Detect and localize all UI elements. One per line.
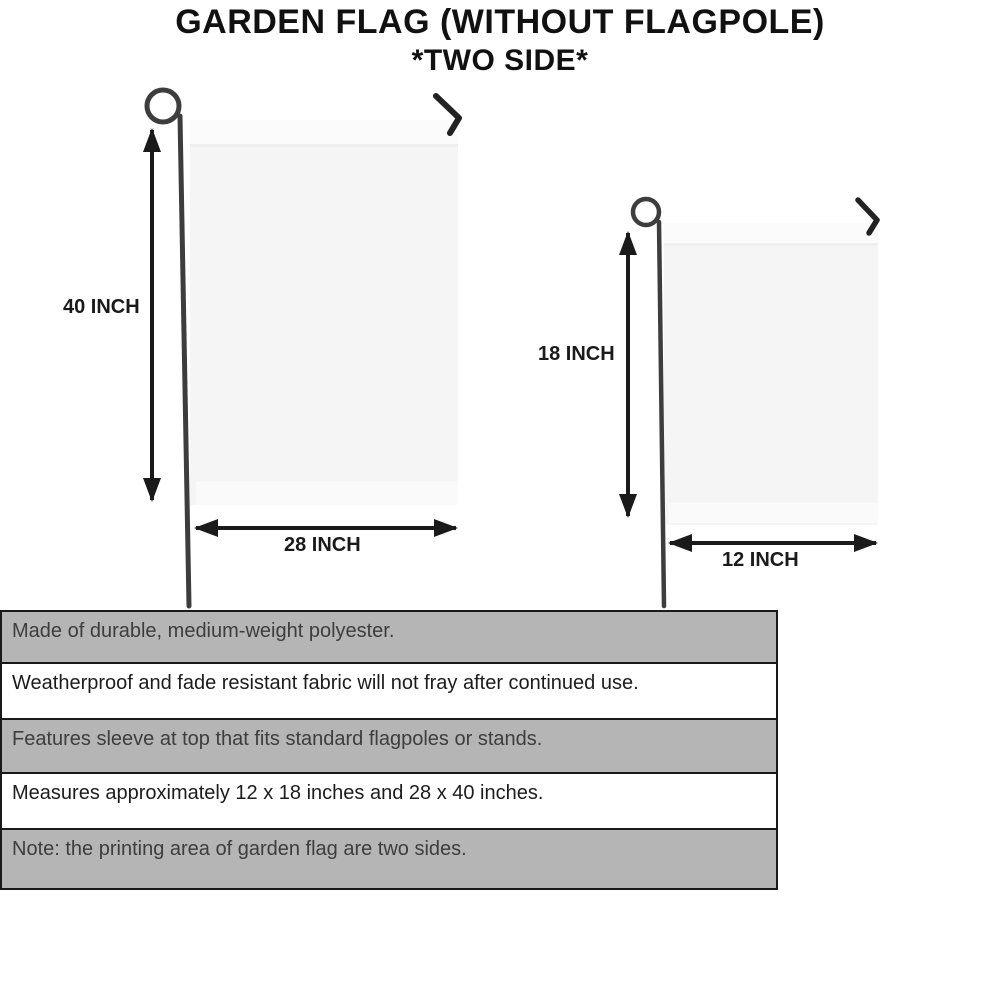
small-flag-height-label: 18 INCH bbox=[538, 343, 615, 365]
small-flag-width-label: 12 INCH bbox=[722, 549, 799, 571]
feature-row-note: Note: the printing area of garden flag are two sides. bbox=[2, 830, 776, 888]
page-subtitle: *TWO SIDE* bbox=[411, 44, 589, 78]
large-flag-sleeve-seam bbox=[190, 144, 458, 147]
feature-table bbox=[0, 610, 778, 890]
large-flag-panel bbox=[190, 120, 458, 505]
small-flagpole-loop bbox=[633, 199, 659, 225]
large-flag-group bbox=[147, 90, 459, 606]
small-flag-bottom-hem bbox=[669, 503, 878, 523]
large-flag-sleeve bbox=[190, 120, 458, 144]
small-flagpole bbox=[659, 222, 664, 606]
feature-row-sleeve: Features sleeve at top that fits standard flagpoles or stands. bbox=[2, 720, 776, 774]
feature-row-measures: Measures approximately 12 x 18 inches and 28 x 40 inches. bbox=[2, 774, 776, 830]
small-flag-panel bbox=[664, 223, 878, 525]
small-flag-sleeve bbox=[664, 223, 878, 243]
page-title: GARDEN FLAG (WITHOUT FLAGPOLE) bbox=[175, 3, 825, 41]
large-flag-width-label: 28 INCH bbox=[284, 534, 361, 556]
large-flagpole bbox=[180, 116, 189, 606]
large-flagpole-loop bbox=[147, 90, 179, 122]
large-flag-height-label: 40 INCH bbox=[63, 296, 140, 318]
large-flag-bottom-hem bbox=[196, 481, 458, 505]
feature-row-weatherproof: Weatherproof and fade resistant fabric will not fray after continued use. bbox=[2, 664, 776, 720]
small-flag-group bbox=[628, 199, 878, 606]
feature-row-material: Made of durable, medium-weight polyester. bbox=[2, 612, 776, 664]
small-flag-sleeve-seam bbox=[664, 243, 878, 246]
